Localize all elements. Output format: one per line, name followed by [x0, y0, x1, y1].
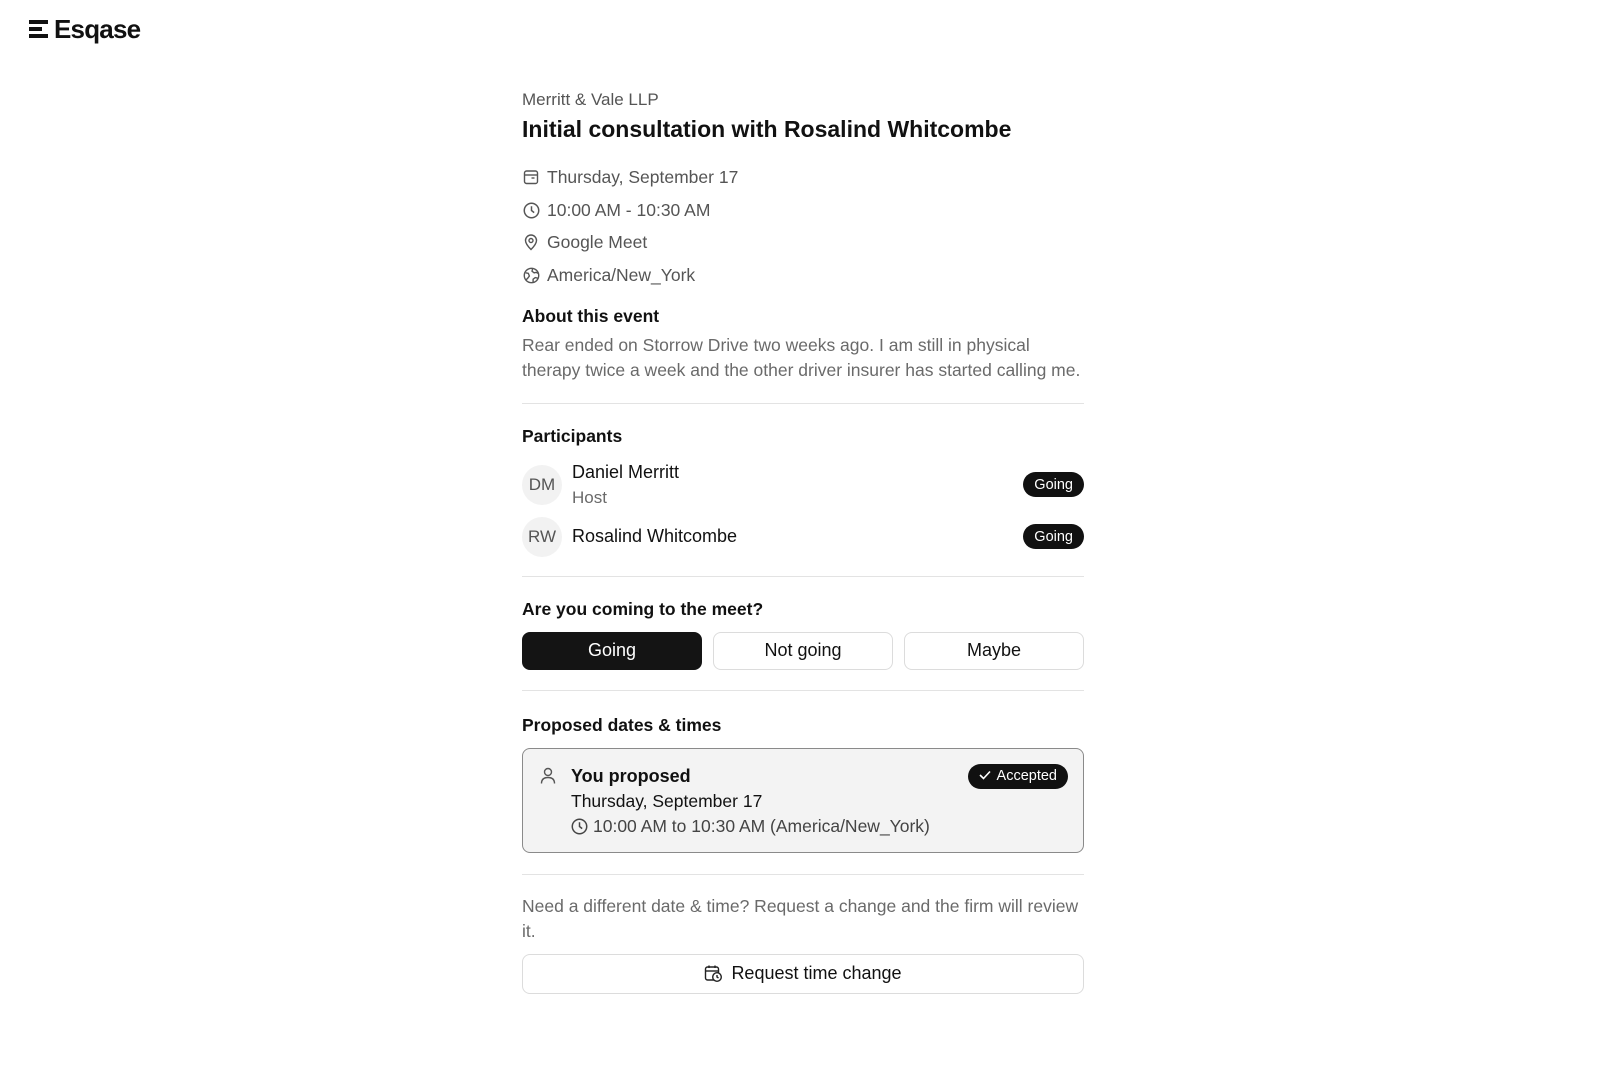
accepted-label: Accepted: [996, 768, 1057, 785]
brand-logo[interactable]: [29, 14, 140, 44]
clock-icon: [571, 818, 588, 835]
location-pin-icon: [522, 234, 540, 252]
status-badge: Going: [1023, 524, 1084, 549]
participant-row: [522, 460, 1084, 510]
person-icon: [539, 766, 557, 790]
participant-name: Rosalind Whitcombe: [572, 526, 738, 547]
about-text: Rear ended on Storrow Drive two weeks ago. I am still in physical therapy twice a week and the other driver insurer has started calling me.: [522, 334, 1081, 380]
change-request-text: Need a different date & time? Request a change and the firm will review it.: [522, 895, 1079, 941]
participants-heading: Participants: [522, 425, 623, 446]
event-timezone-row: [522, 259, 1084, 292]
proposal-time-row: [571, 814, 1067, 839]
participant-role: Host: [572, 487, 607, 507]
check-icon: [979, 768, 991, 784]
proposal-card: [522, 748, 1084, 853]
about-heading: About this event: [522, 305, 660, 326]
divider: [522, 576, 1084, 577]
menu-lines-logo-icon: [29, 20, 48, 38]
request-time-change-button[interactable]: [522, 954, 1084, 994]
accepted-badge: [968, 764, 1068, 789]
status-badge: Going: [1023, 472, 1084, 497]
event-time: 10:00 AM - 10:30 AM: [547, 199, 711, 220]
participant-name: Daniel Merritt: [572, 461, 680, 482]
participant-row: [522, 516, 1084, 558]
proposal-author: You proposed: [571, 765, 691, 786]
event-location-row: [522, 226, 1084, 259]
request-time-change-label: Request time change: [731, 963, 902, 984]
rsvp-going-button[interactable]: Going: [522, 632, 702, 670]
brand-name: Esqase: [54, 14, 141, 44]
rsvp-not-going-button[interactable]: Not going: [713, 632, 893, 670]
calendar-icon: [522, 168, 540, 186]
avatar: RW: [522, 517, 562, 557]
proposal-date: Thursday, September 17: [571, 790, 763, 811]
event-timezone: America/New_York: [547, 264, 696, 285]
proposed-heading: Proposed dates & times: [522, 714, 722, 735]
avatar: DM: [522, 465, 562, 505]
event-date-row: [522, 161, 1084, 194]
event-detail: [522, 88, 1084, 994]
proposal-time: 10:00 AM to 10:30 AM (America/New_York): [593, 815, 930, 836]
event-meta: [522, 161, 1084, 292]
rsvp-maybe-button[interactable]: Maybe: [904, 632, 1084, 670]
clock-icon: [522, 201, 540, 219]
event-time-row: [522, 194, 1084, 227]
calendar-clock-icon: [704, 964, 723, 983]
firm-name: Merritt & Vale LLP: [522, 90, 659, 109]
divider: [522, 874, 1084, 875]
event-title: Initial consultation with Rosalind Whitcombe: [522, 116, 1012, 142]
event-location: Google Meet: [547, 232, 648, 253]
globe-icon: [522, 266, 540, 284]
rsvp-question: Are you coming to the meet?: [522, 598, 764, 619]
event-date: Thursday, September 17: [547, 166, 739, 187]
rsvp-options: [522, 632, 1084, 670]
divider: [522, 690, 1084, 691]
divider: [522, 403, 1084, 404]
